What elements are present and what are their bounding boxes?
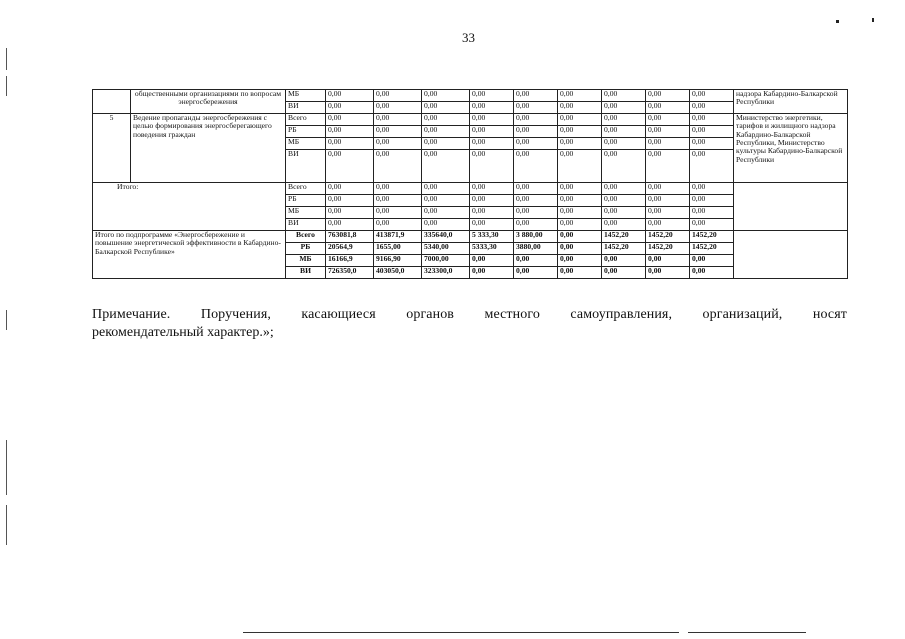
amount-cell: 0,00	[690, 267, 734, 279]
amount-cell: 0,00	[602, 219, 646, 231]
amount-cell: 0,00	[514, 126, 558, 138]
amount-cell: 0,00	[514, 255, 558, 267]
executor	[734, 183, 848, 231]
funding-source: МБ	[286, 90, 326, 102]
amount-cell: 0,00	[602, 126, 646, 138]
amount-cell: 0,00	[690, 126, 734, 138]
amount-cell: 5333,30	[470, 243, 514, 255]
amount-cell: 0,00	[558, 255, 602, 267]
margin-mark	[6, 48, 7, 70]
amount-cell: 0,00	[558, 219, 602, 231]
amount-cell: 0,00	[422, 219, 470, 231]
amount-cell: 0,00	[374, 138, 422, 150]
row-index: 5	[93, 114, 131, 183]
amount-cell: 1452,20	[602, 243, 646, 255]
amount-cell: 0,00	[558, 243, 602, 255]
amount-cell: 0,00	[470, 138, 514, 150]
amount-cell: 7000,00	[422, 255, 470, 267]
table-row	[93, 183, 848, 195]
funding-source: РБ	[286, 243, 326, 255]
amount-cell: 3 880,00	[514, 231, 558, 243]
amount-cell: 0,00	[422, 138, 470, 150]
budget-table-body	[93, 90, 848, 279]
amount-cell: 0,00	[690, 255, 734, 267]
funding-source: ВИ	[286, 102, 326, 114]
amount-cell: 0,00	[646, 267, 690, 279]
amount-cell: 0,00	[646, 102, 690, 114]
amount-cell: 0,00	[374, 207, 422, 219]
amount-cell: 0,00	[646, 183, 690, 195]
amount-cell: 0,00	[602, 90, 646, 102]
amount-cell: 0,00	[558, 183, 602, 195]
amount-cell: 0,00	[646, 126, 690, 138]
margin-mark	[6, 440, 7, 495]
amount-cell: 0,00	[374, 126, 422, 138]
amount-cell: 0,00	[326, 219, 374, 231]
amount-cell: 0,00	[558, 126, 602, 138]
note-line-1: Примечание. Поручения, касающиеся органов местного самоуправления, организаций, носят	[92, 307, 847, 322]
table-row	[93, 231, 848, 243]
amount-cell: 0,00	[514, 90, 558, 102]
amount-cell: 0,00	[690, 90, 734, 102]
amount-cell: 335640,0	[422, 231, 470, 243]
funding-source: РБ	[286, 126, 326, 138]
amount-cell: 0,00	[326, 207, 374, 219]
amount-cell: 0,00	[326, 126, 374, 138]
amount-cell: 3880,00	[514, 243, 558, 255]
amount-cell: 0,00	[374, 195, 422, 207]
scan-speck	[836, 20, 839, 23]
margin-mark	[6, 76, 7, 96]
amount-cell: 1452,20	[646, 231, 690, 243]
funding-source: РБ	[286, 195, 326, 207]
amount-cell: 0,00	[602, 207, 646, 219]
amount-cell: 0,00	[326, 102, 374, 114]
amount-cell: 0,00	[514, 195, 558, 207]
amount-cell: 403050,0	[374, 267, 422, 279]
amount-cell: 0,00	[602, 267, 646, 279]
amount-cell: 1452,20	[690, 243, 734, 255]
amount-cell: 0,00	[690, 195, 734, 207]
amount-cell: 0,00	[690, 138, 734, 150]
funding-source: МБ	[286, 207, 326, 219]
amount-cell: 0,00	[514, 183, 558, 195]
amount-cell: 0,00	[514, 102, 558, 114]
amount-cell: 0,00	[514, 207, 558, 219]
amount-cell: 0,00	[326, 183, 374, 195]
amount-cell: 0,00	[558, 207, 602, 219]
row-name: Итого по подпрограмме «Энергосбережение и повышение энергетической эффективности в Кабардино-Балкарской Республике»	[93, 231, 286, 279]
amount-cell: 9166,90	[374, 255, 422, 267]
amount-cell: 0,00	[374, 219, 422, 231]
amount-cell: 0,00	[422, 114, 470, 126]
amount-cell: 726350,0	[326, 267, 374, 279]
amount-cell: 1452,20	[646, 243, 690, 255]
amount-cell: 0,00	[558, 90, 602, 102]
amount-cell: 0,00	[558, 114, 602, 126]
amount-cell: 0,00	[558, 102, 602, 114]
amount-cell: 0,00	[374, 90, 422, 102]
amount-cell: 0,00	[558, 231, 602, 243]
scan-speck	[872, 18, 874, 22]
amount-cell: 0,00	[602, 114, 646, 126]
amount-cell: 0,00	[602, 138, 646, 150]
amount-cell: 0,00	[422, 207, 470, 219]
amount-cell: 0,00	[470, 114, 514, 126]
amount-cell: 0,00	[470, 90, 514, 102]
amount-cell: 0,00	[602, 183, 646, 195]
budget-table	[92, 89, 848, 279]
amount-cell: 0,00	[374, 114, 422, 126]
amount-cell: 0,00	[326, 138, 374, 150]
amount-cell: 0,00	[422, 150, 470, 183]
amount-cell: 0,00	[470, 267, 514, 279]
amount-cell: 0,00	[514, 138, 558, 150]
amount-cell: 0,00	[690, 183, 734, 195]
amount-cell: 323300,0	[422, 267, 470, 279]
row-name: общественными организациями по вопросам энергосбережения	[131, 90, 286, 114]
amount-cell: 0,00	[646, 138, 690, 150]
amount-cell: 0,00	[602, 102, 646, 114]
amount-cell: 0,00	[422, 90, 470, 102]
amount-cell: 0,00	[326, 90, 374, 102]
amount-cell: 0,00	[646, 114, 690, 126]
bottom-rule	[688, 632, 806, 633]
amount-cell: 0,00	[374, 150, 422, 183]
amount-cell: 0,00	[690, 150, 734, 183]
amount-cell: 16166,9	[326, 255, 374, 267]
amount-cell: 0,00	[602, 195, 646, 207]
amount-cell: 0,00	[514, 267, 558, 279]
amount-cell: 0,00	[470, 102, 514, 114]
funding-source: ВИ	[286, 267, 326, 279]
amount-cell: 0,00	[558, 150, 602, 183]
row-name: Ведение пропаганды энергосбережения с целью формирования энергосберегающего поведения граждан	[131, 114, 286, 183]
amount-cell: 0,00	[690, 102, 734, 114]
amount-cell: 0,00	[646, 207, 690, 219]
amount-cell: 5340,00	[422, 243, 470, 255]
amount-cell: 0,00	[514, 114, 558, 126]
amount-cell: 413871,9	[374, 231, 422, 243]
margin-mark	[6, 310, 7, 330]
amount-cell: 1655,00	[374, 243, 422, 255]
amount-cell: 0,00	[326, 114, 374, 126]
amount-cell: 0,00	[646, 195, 690, 207]
amount-cell: 0,00	[558, 195, 602, 207]
amount-cell: 0,00	[690, 114, 734, 126]
row-index	[93, 90, 131, 114]
amount-cell: 0,00	[646, 150, 690, 183]
row-name: Итого:	[93, 183, 286, 231]
funding-source: ВИ	[286, 219, 326, 231]
note-line-2: рекомендательный характер.»;	[92, 325, 274, 340]
amount-cell: 0,00	[470, 219, 514, 231]
table-row	[93, 90, 848, 102]
executor: Министерство энергетики, тарифов и жилищного надзора Кабардино-Балкарской Республики, Министерство культуры Кабардино-Балкарской Республики	[734, 114, 848, 183]
amount-cell: 0,00	[374, 102, 422, 114]
amount-cell: 0,00	[514, 150, 558, 183]
amount-cell: 0,00	[558, 267, 602, 279]
amount-cell: 5 333,30	[470, 231, 514, 243]
funding-source: Всего	[286, 231, 326, 243]
amount-cell: 0,00	[602, 150, 646, 183]
funding-source: Всего	[286, 183, 326, 195]
amount-cell: 0,00	[470, 255, 514, 267]
amount-cell: 0,00	[374, 183, 422, 195]
funding-source: МБ	[286, 138, 326, 150]
amount-cell: 763081,8	[326, 231, 374, 243]
table-row	[93, 114, 848, 126]
funding-source: ВИ	[286, 150, 326, 183]
amount-cell: 0,00	[326, 195, 374, 207]
amount-cell: 0,00	[558, 138, 602, 150]
funding-source: МБ	[286, 255, 326, 267]
amount-cell: 0,00	[470, 126, 514, 138]
margin-mark	[6, 505, 7, 545]
amount-cell: 0,00	[326, 150, 374, 183]
executor	[734, 231, 848, 279]
amount-cell: 0,00	[514, 219, 558, 231]
amount-cell: 20564,9	[326, 243, 374, 255]
amount-cell: 0,00	[646, 219, 690, 231]
amount-cell: 0,00	[470, 195, 514, 207]
executor: надзора Кабардино-Балкарской Республики	[734, 90, 848, 114]
amount-cell: 0,00	[422, 102, 470, 114]
amount-cell: 0,00	[646, 90, 690, 102]
page-number: 33	[462, 30, 475, 45]
amount-cell: 0,00	[690, 207, 734, 219]
amount-cell: 0,00	[422, 126, 470, 138]
amount-cell: 0,00	[690, 219, 734, 231]
amount-cell: 0,00	[646, 255, 690, 267]
amount-cell: 0,00	[470, 150, 514, 183]
amount-cell: 0,00	[602, 255, 646, 267]
amount-cell: 0,00	[470, 183, 514, 195]
amount-cell: 1452,20	[690, 231, 734, 243]
amount-cell: 0,00	[470, 207, 514, 219]
amount-cell: 0,00	[422, 195, 470, 207]
amount-cell: 1452,20	[602, 231, 646, 243]
bottom-rule	[243, 632, 679, 633]
funding-source: Всего	[286, 114, 326, 126]
amount-cell: 0,00	[422, 183, 470, 195]
